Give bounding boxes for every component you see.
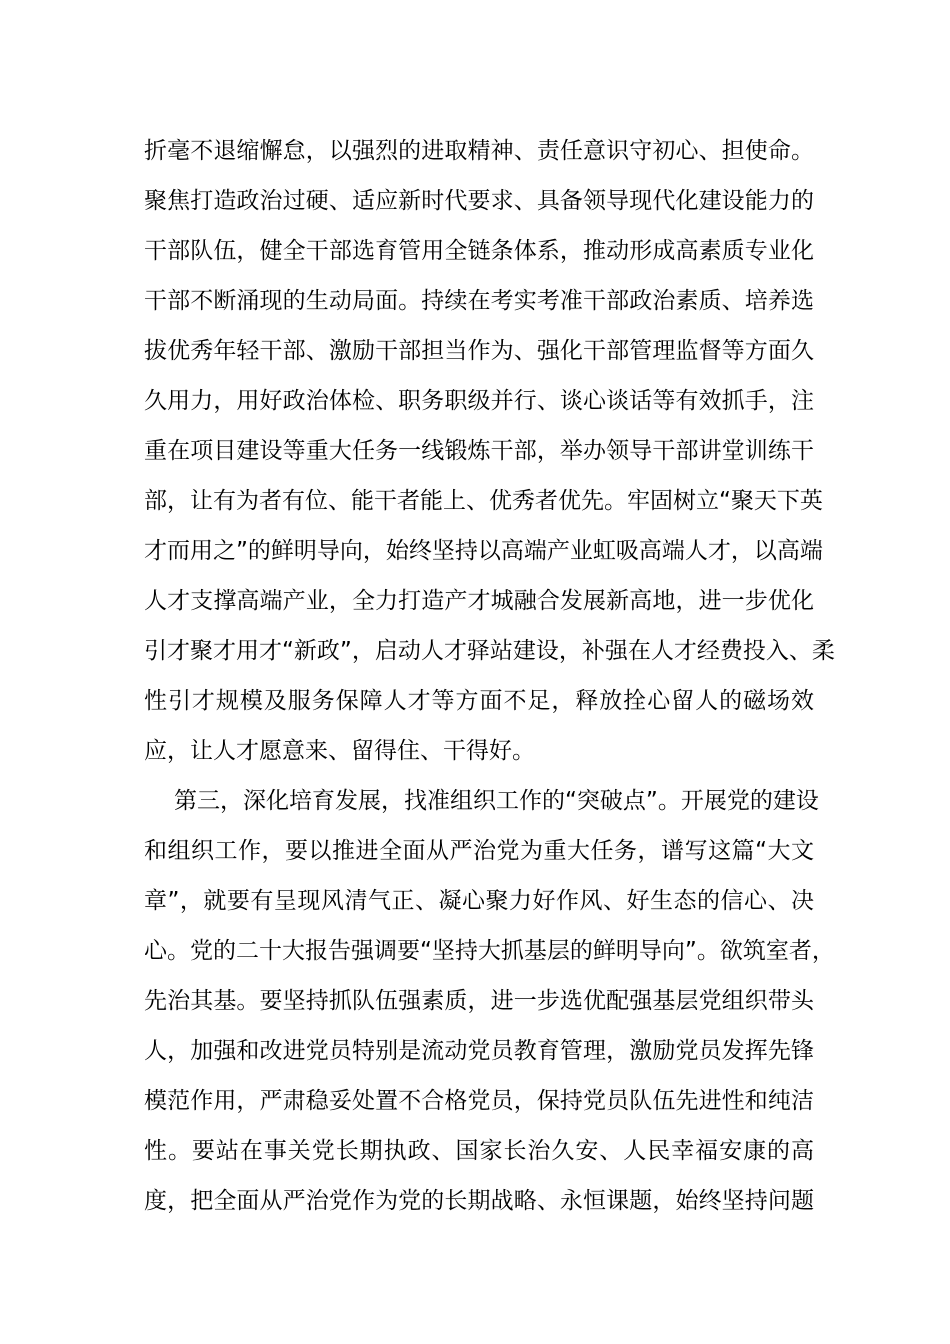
text-line: 先治其基。要坚持抓队伍强素质，进一步选优配强基层党组织带头	[144, 988, 814, 1014]
paragraph-end-line: 应，让人才愿意来、留得住、干得好。	[144, 738, 535, 764]
text-line: 性引才规模及服务保障人才等方面不足，释放拴心留人的磁场效	[144, 688, 814, 714]
text-line: 才而用之”的鲜明导向，始终坚持以高端产业虹吸高端人才，以高端	[144, 538, 823, 564]
text-line: 人才支撑高端产业，全力打造产才城融合发展新高地，进一步优化	[144, 588, 814, 614]
text-line: 模范作用，严肃稳妥处置不合格党员，保持党员队伍先进性和纯洁	[144, 1088, 814, 1114]
text-line: 性。要站在事关党长期执政、国家长治久安、人民幸福安康的高	[144, 1138, 814, 1164]
text-line: 章”，就要有呈现风清气正、凝心聚力好作风、好生态的信心、决	[144, 888, 814, 914]
text-line: 心。党的二十大报告强调要“坚持大抓基层的鲜明导向”。欲筑室者，	[144, 938, 835, 964]
text-line: 干部不断涌现的生动局面。持续在考实考准干部政治素质、培养选	[144, 288, 814, 314]
text-line: 折毫不退缩懈怠，以强烈的进取精神、责任意识守初心、担使命。	[144, 138, 814, 164]
body-text	[144, 126, 835, 1226]
text-line: 和组织工作，要以推进全面从严治党为重大任务，谱写这篇“大文	[144, 838, 814, 864]
text-line: 人，加强和改进党员特别是流动党员教育管理，激励党员发挥先锋	[144, 1038, 814, 1064]
text-line: 干部队伍，健全干部选育管用全链条体系，推动形成高素质专业化	[144, 238, 814, 264]
text-line: 度，把全面从严治党作为党的长期战略、永恒课题，始终坚持问题	[144, 1188, 814, 1214]
text-line: 部，让有为者有位、能干者能上、优秀者优先。牢固树立“聚天下英	[144, 488, 823, 514]
text-line: 聚焦打造政治过硬、适应新时代要求、具备领导现代化建设能力的	[144, 188, 814, 214]
paragraph-first-line: 第三，深化培育发展，找准组织工作的“突破点”。开展党的建设	[174, 788, 819, 814]
text-line: 拔优秀年轻干部、激励干部担当作为、强化干部管理监督等方面久	[144, 338, 814, 364]
text-line: 重在项目建设等重大任务一线锻炼干部，举办领导干部讲堂训练干	[144, 438, 814, 464]
text-line: 引才聚才用才“新政”，启动人才驿站建设，补强在人才经费投入、柔	[144, 638, 835, 664]
text-line: 久用力，用好政治体检、职务职级并行、谈心谈话等有效抓手，注	[144, 388, 814, 414]
